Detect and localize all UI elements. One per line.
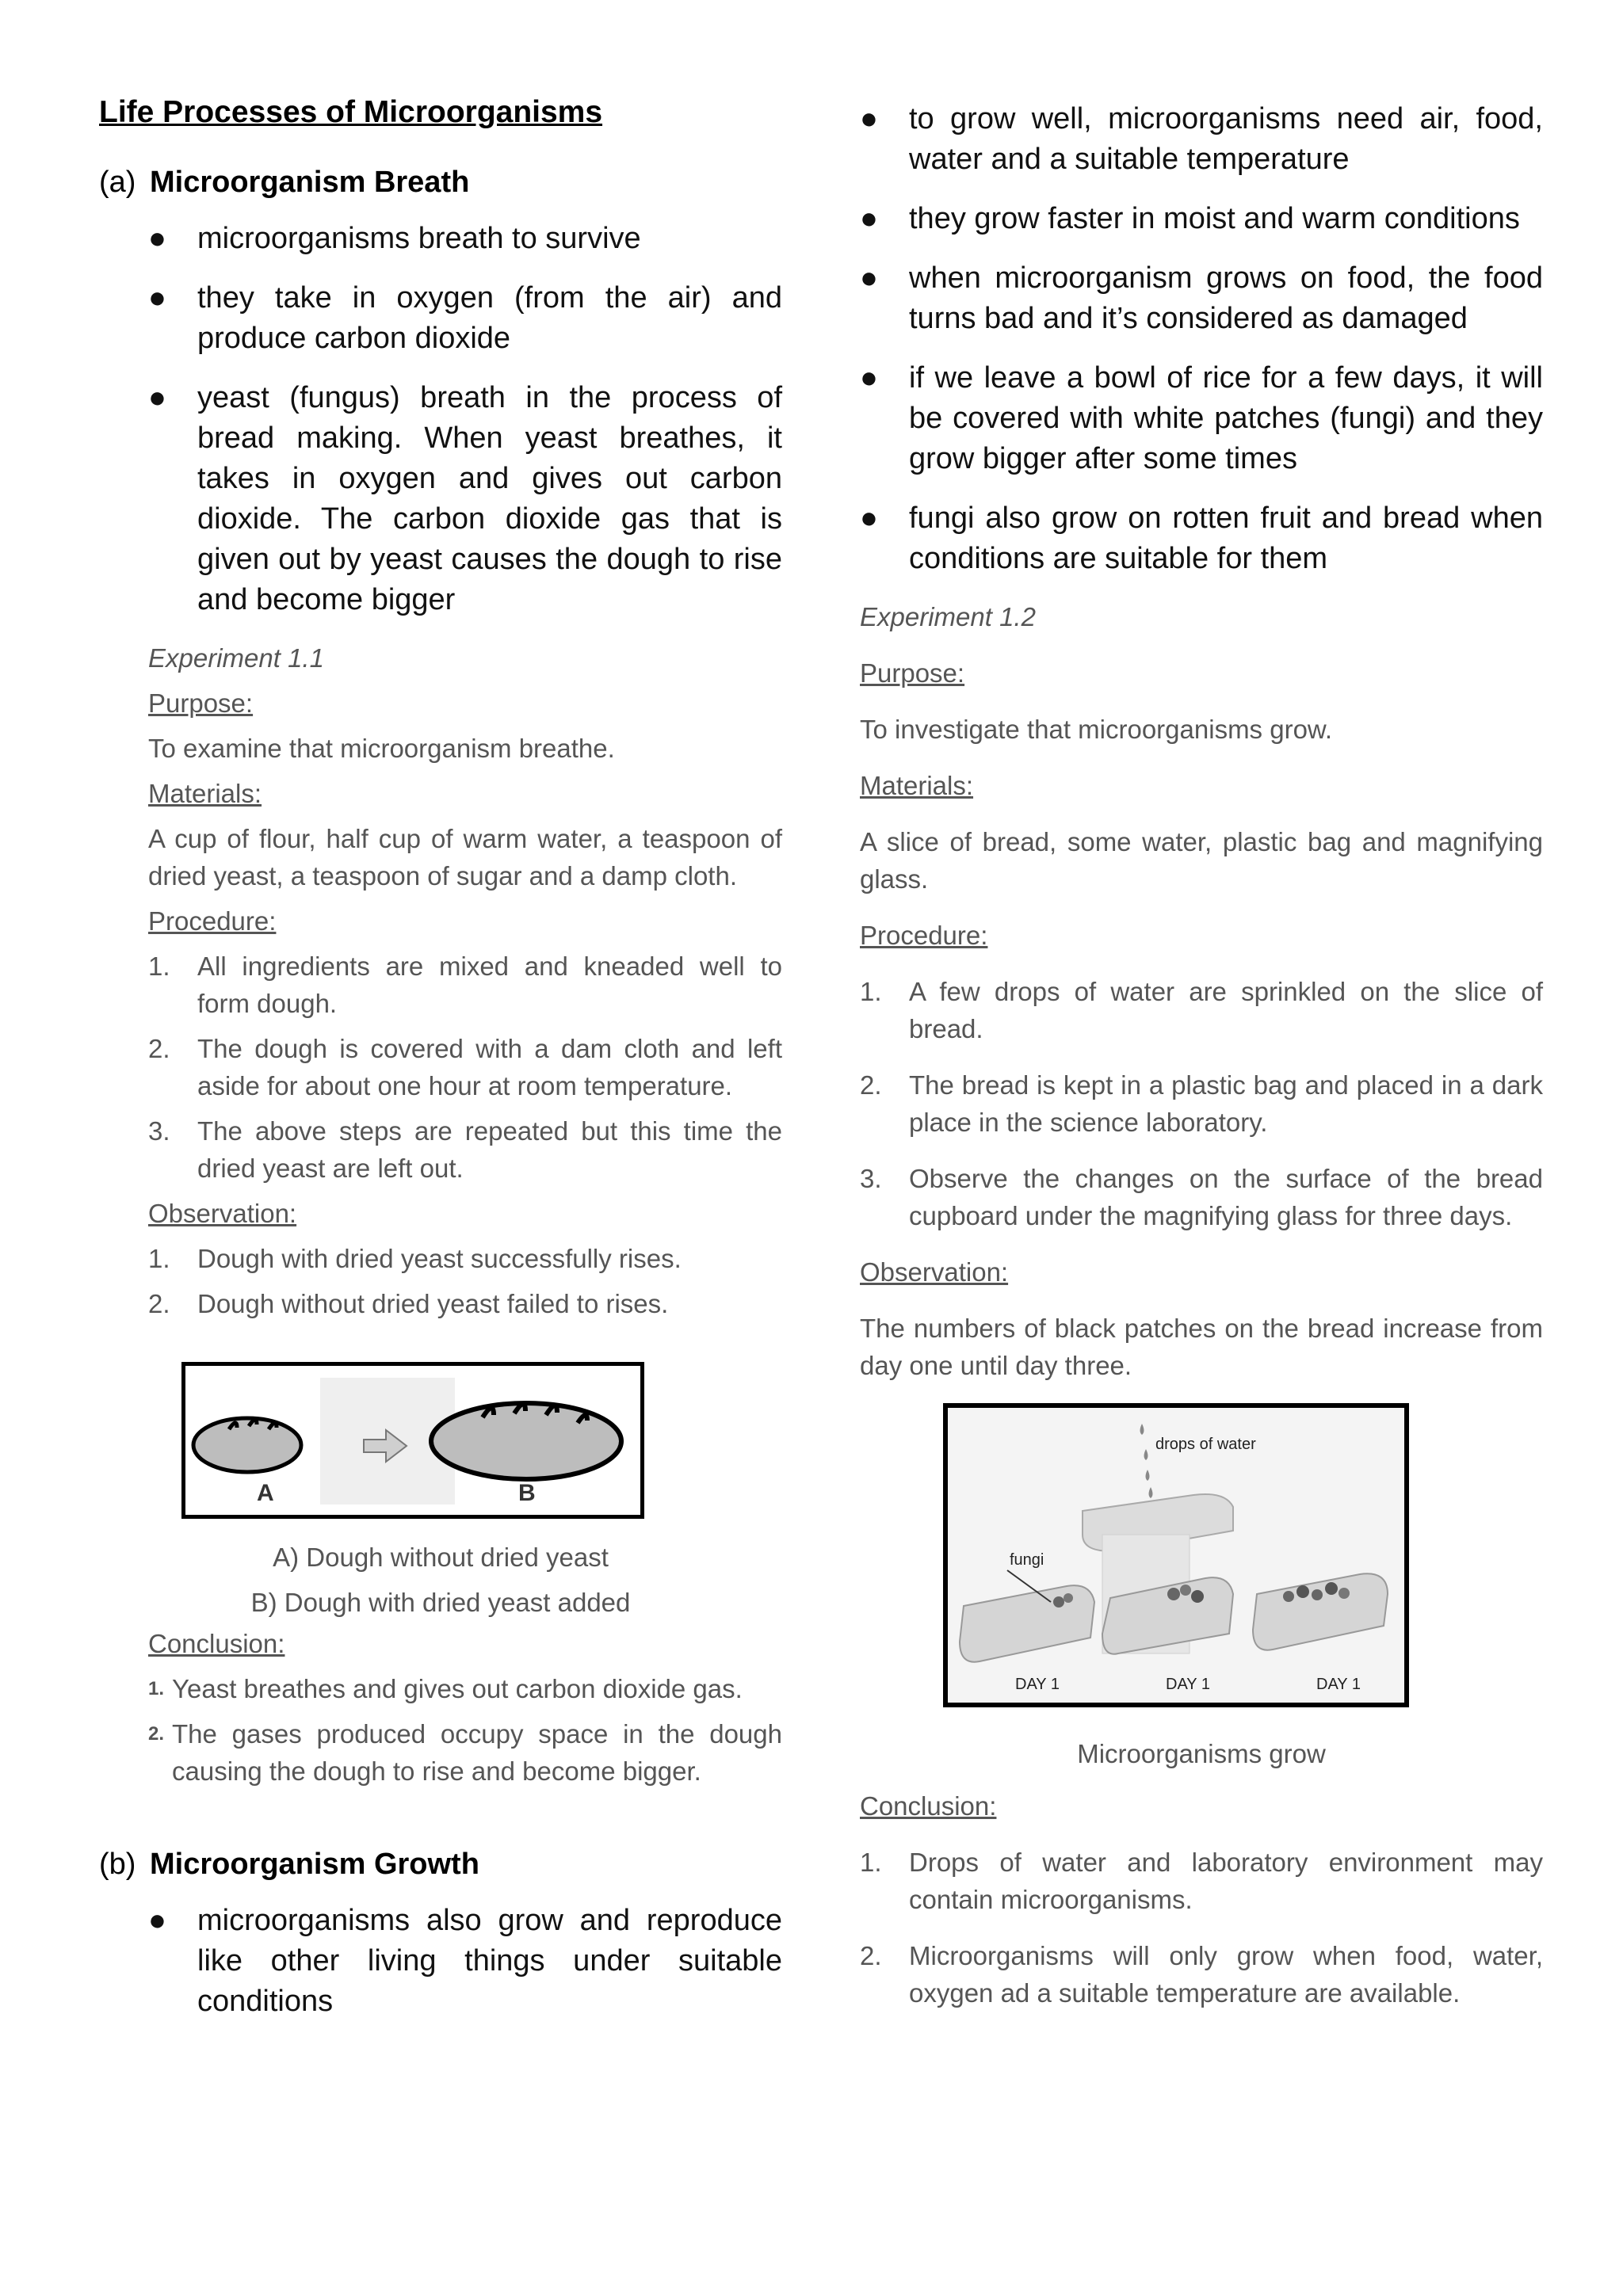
section-a-heading bbox=[99, 163, 782, 201]
section-b-bullets-right bbox=[860, 99, 1543, 579]
dough-figure bbox=[181, 1362, 644, 1519]
observation-heading: Observation: bbox=[860, 1257, 1009, 1287]
list-item: 3. The above steps are repeated but this time the dried yeast are left out. bbox=[148, 1116, 782, 1183]
bullet-item: ● microorganisms breath to survive bbox=[148, 219, 782, 259]
right-column bbox=[860, 99, 1543, 2031]
section-a-title: Microorganism Breath bbox=[150, 166, 470, 199]
fungi-label: fungi bbox=[1010, 1551, 1044, 1569]
section-b-bullets-left bbox=[99, 1901, 782, 2022]
purpose-heading: Purpose: bbox=[860, 658, 965, 688]
purpose-text: To examine that microorganism breathe. bbox=[148, 734, 615, 763]
observation-text: The numbers of black patches on the bread increase from day one until day three. bbox=[860, 1314, 1543, 1380]
list-item: 2. Microorganisms will only grow when food, water, oxygen ad a suitable temperature are available. bbox=[860, 1941, 1543, 2008]
fungi-patch bbox=[1325, 1582, 1338, 1595]
bullet-icon: ● bbox=[148, 1904, 166, 1937]
conclusion-1-2 bbox=[860, 1787, 1543, 2012]
figure-label-a: A bbox=[257, 1480, 274, 1506]
bullet-icon: ● bbox=[148, 381, 166, 414]
procedure-list bbox=[860, 973, 1543, 1234]
experiment-1-2 bbox=[860, 598, 1543, 1384]
conclusion-heading: Conclusion: bbox=[148, 1629, 285, 1658]
conclusion-list bbox=[148, 1670, 782, 1790]
bullet-icon: ● bbox=[860, 261, 878, 295]
materials-heading: Materials: bbox=[860, 771, 974, 800]
list-item: 1. A few drops of water are sprinkled on the slice of bread. bbox=[860, 977, 1543, 1043]
bullet-icon: ● bbox=[860, 502, 878, 535]
section-a-letter: (a) bbox=[99, 166, 136, 199]
materials-heading: Materials: bbox=[148, 779, 262, 808]
bread-mold-figure bbox=[943, 1403, 1409, 1707]
section-b-letter: (b) bbox=[99, 1848, 136, 1881]
experiment-label: Experiment 1.1 bbox=[148, 643, 324, 673]
bullet-item: ● if we leave a bowl of rice for a few days, it will be covered with white patches (fungi) and they grow bigger after some times bbox=[860, 358, 1543, 479]
figure-caption: Microorganisms grow bbox=[1077, 1739, 1326, 1768]
fungi-patch bbox=[1053, 1596, 1064, 1608]
list-item: 1. All ingredients are mixed and kneaded well to form dough. bbox=[148, 952, 782, 1018]
bread-mold-illustration bbox=[948, 1408, 1404, 1703]
drops-label: drops of water bbox=[1155, 1436, 1256, 1453]
bullet-item: ● microorganisms also grow and reproduce like other living things under suitable conditions bbox=[148, 1901, 782, 2022]
fungi-patch bbox=[1191, 1590, 1204, 1603]
section-b-title: Microorganism Growth bbox=[150, 1848, 479, 1881]
figure-label-b: B bbox=[518, 1480, 536, 1506]
bullet-icon: ● bbox=[860, 361, 878, 395]
figure-caption-b: B) Dough with dried yeast added bbox=[250, 1588, 631, 1617]
purpose-heading: Purpose: bbox=[148, 688, 254, 718]
day-label: DAY 1 bbox=[1166, 1676, 1210, 1693]
bullet-icon: ● bbox=[860, 202, 878, 235]
fungi-patch bbox=[1167, 1588, 1180, 1600]
list-item: 2. Dough without dried yeast failed to rises. bbox=[148, 1289, 669, 1318]
bullet-item: ● to grow well, microorganisms need air, food, water and a suitable temperature bbox=[860, 99, 1543, 180]
large-dough-shape bbox=[431, 1403, 621, 1479]
bullet-icon: ● bbox=[148, 222, 166, 255]
procedure-heading: Procedure: bbox=[860, 921, 988, 950]
dough-illustration bbox=[185, 1366, 640, 1515]
small-dough-shape bbox=[193, 1418, 301, 1472]
conclusion-1-1 bbox=[148, 1625, 782, 1790]
bullet-icon: ● bbox=[860, 102, 878, 135]
conclusion-heading: Conclusion: bbox=[860, 1791, 997, 1821]
procedure-list bbox=[148, 948, 782, 1187]
left-column bbox=[99, 93, 782, 2041]
fungi-patch bbox=[1312, 1589, 1323, 1600]
bullet-item: ● they grow faster in moist and warm conditions bbox=[860, 199, 1543, 239]
fungi-patch bbox=[1283, 1591, 1294, 1602]
fungi-patch bbox=[1338, 1588, 1350, 1599]
fungi-patch bbox=[1064, 1593, 1073, 1603]
procedure-heading: Procedure: bbox=[148, 906, 277, 936]
bullet-item: ● they take in oxygen (from the air) and produce carbon dioxide bbox=[148, 278, 782, 359]
list-item: 1. Yeast breathes and gives out carbon dioxide gas. bbox=[148, 1674, 743, 1703]
day-label: DAY 1 bbox=[1316, 1676, 1361, 1693]
list-item: 2. The bread is kept in a plastic bag and placed in a dark place in the science laboratory. bbox=[860, 1070, 1543, 1137]
list-item: 3. Observe the changes on the surface of the bread cupboard under the magnifying glass for three days. bbox=[860, 1164, 1543, 1230]
bullet-item: ● fungi also grow on rotten fruit and bread when conditions are suitable for them bbox=[860, 498, 1543, 579]
materials-text: A cup of flour, half cup of warm water, a teaspoon of dried yeast, a teaspoon of sugar and a damp cloth. bbox=[148, 824, 782, 891]
experiment-label: Experiment 1.2 bbox=[860, 602, 1036, 631]
observation-heading: Observation: bbox=[148, 1199, 297, 1228]
figure-caption-a: A) Dough without dried yeast bbox=[273, 1543, 609, 1572]
bullet-item: ● when microorganism grows on food, the food turns bad and it’s considered as damaged bbox=[860, 258, 1543, 339]
materials-text: A slice of bread, some water, plastic bag and magnifying glass. bbox=[860, 827, 1543, 894]
list-item: 1. Drops of water and laboratory environment may contain microorganisms. bbox=[860, 1848, 1543, 1914]
list-item: 1. Dough with dried yeast successfully rises. bbox=[148, 1244, 682, 1273]
bullet-item: ● yeast (fungus) breath in the process of bread making. When yeast breathes, it takes in oxygen and gives out carbon dioxide. The carbon dioxide gas that is given out by yeast causes the dough to rise and become bigger bbox=[148, 378, 782, 620]
list-item: 2. The dough is covered with a dam cloth and left aside for about one hour at room temperature. bbox=[148, 1034, 782, 1100]
list-item: 2. The gases produced occupy space in the dough causing the dough to rise and become bigger. bbox=[148, 1719, 782, 1786]
section-a-bullets bbox=[99, 219, 782, 620]
purpose-text: To investigate that microorganisms grow. bbox=[860, 715, 1333, 744]
fungi-patch bbox=[1296, 1585, 1309, 1598]
fungi-patch bbox=[1180, 1585, 1191, 1596]
conclusion-list bbox=[860, 1844, 1543, 2012]
bullet-icon: ● bbox=[148, 281, 166, 315]
experiment-1-1 bbox=[148, 639, 782, 1322]
page-title: Life Processes of Microorganisms bbox=[99, 95, 603, 129]
section-b-heading bbox=[99, 1845, 782, 1883]
day-label: DAY 1 bbox=[1015, 1676, 1060, 1693]
observation-list bbox=[148, 1240, 782, 1322]
